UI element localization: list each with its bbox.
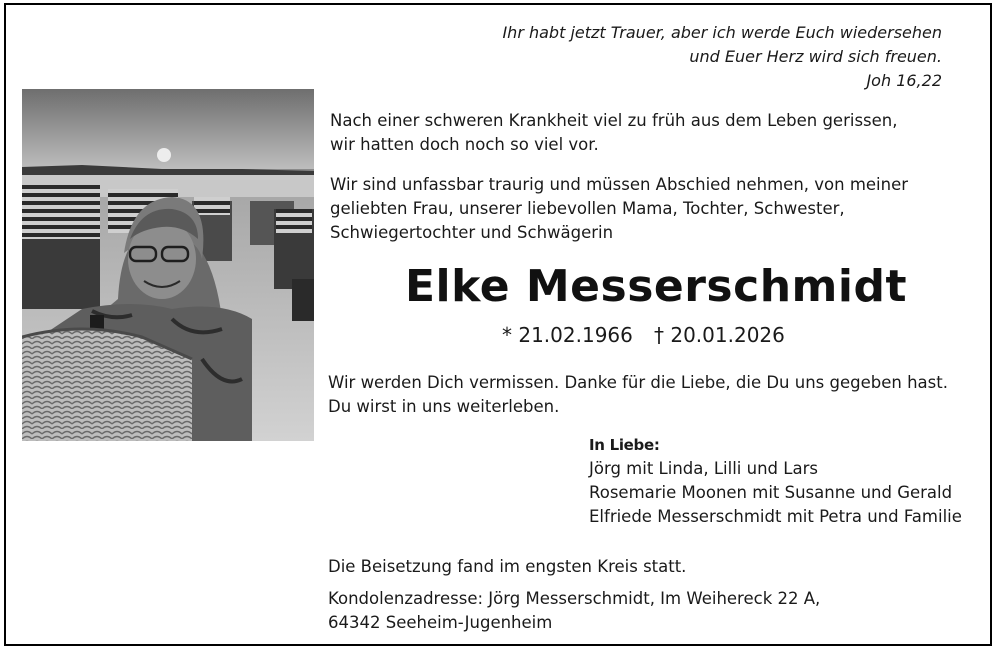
- text-line: Kondolenzadresse: Jörg Messerschmidt, Im Weihereck 22 A,: [328, 589, 821, 608]
- mourner-line: Jörg mit Linda, Lilli und Lars: [589, 459, 818, 478]
- text-line: Du wirst in uns weiterleben.: [328, 397, 560, 416]
- mourner-line: Rosemarie Moonen mit Susanne und Gerald: [589, 483, 953, 502]
- quote-line: Ihr habt jetzt Trauer, aber ich werde Euch wiedersehen: [502, 23, 942, 42]
- mourners-heading: In Liebe:: [589, 436, 660, 454]
- quote-line: und Euer Herz wird sich freuen.: [689, 47, 942, 66]
- announcement-text: [330, 173, 908, 245]
- condolence-address: [328, 587, 820, 635]
- deceased-name: Elke Messerschmidt: [405, 261, 907, 312]
- death-date: † 20.01.2026: [654, 323, 785, 347]
- text-line: Nach einer schweren Krankheit viel zu früh aus dem Leben gerissen,: [330, 111, 898, 130]
- burial-note: Die Beisetzung fand im engsten Kreis statt.: [328, 557, 687, 576]
- quote-reference: Joh 16,22: [866, 71, 942, 90]
- portrait-photo: [22, 89, 314, 441]
- farewell-text: [328, 371, 948, 419]
- text-line: Wir werden Dich vermissen. Danke für die Liebe, die Du uns gegeben hast.: [328, 373, 948, 392]
- bible-quote: [502, 21, 942, 93]
- text-line: Schwiegertochter und Schwägerin: [330, 223, 614, 242]
- obituary-frame: [4, 3, 992, 646]
- text-line: geliebten Frau, unserer liebevollen Mama, Tochter, Schwester,: [330, 199, 845, 218]
- birth-date: * 21.02.1966: [502, 323, 633, 347]
- text-line: wir hatten doch noch so viel vor.: [330, 135, 599, 154]
- mourner-line: Elfriede Messerschmidt mit Petra und Familie: [589, 507, 962, 526]
- text-line: 64342 Seeheim-Jugenheim: [328, 613, 553, 632]
- mourners-list: [589, 433, 962, 529]
- text-line: Wir sind unfassbar traurig und müssen Abschied nehmen, von meiner: [330, 175, 909, 194]
- beach-portrait-image: [22, 89, 314, 441]
- intro-text: [330, 109, 898, 157]
